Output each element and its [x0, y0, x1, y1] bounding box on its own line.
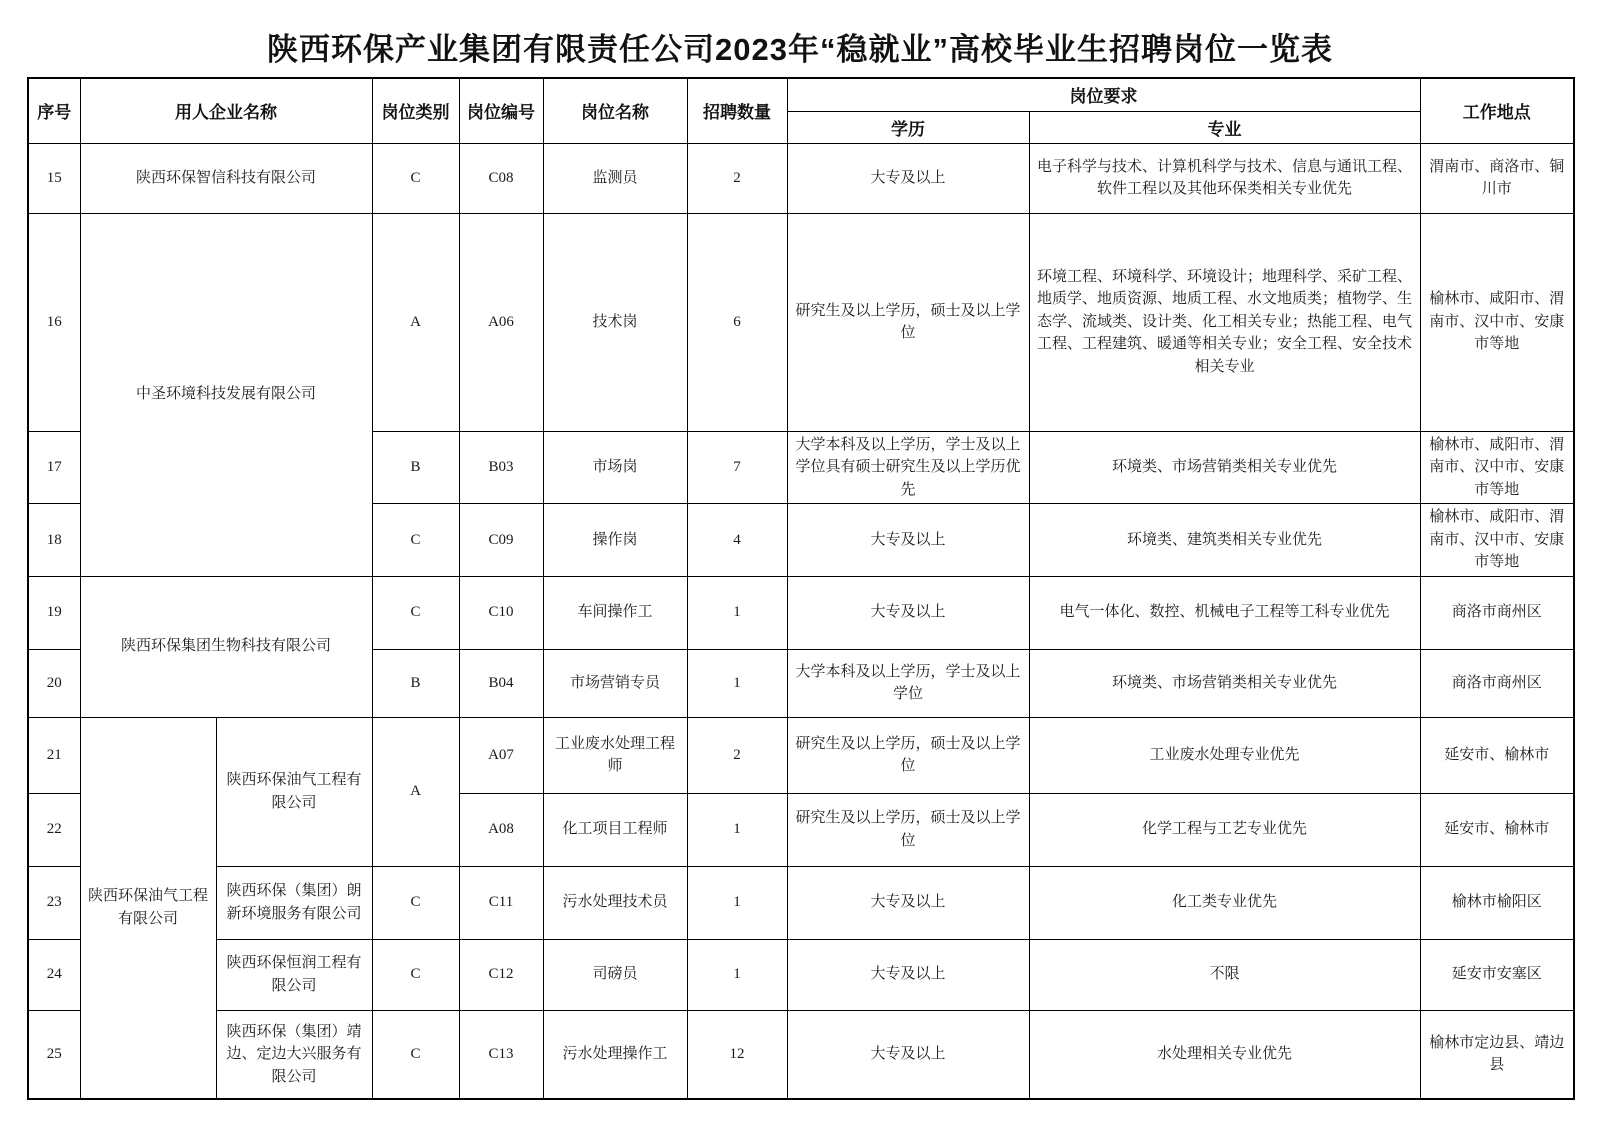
cell-count: 4: [687, 504, 787, 577]
header-code: 岗位编号: [459, 78, 543, 143]
cell-major: 电子科学与技术、计算机科学与技术、信息与通讯工程、软件工程以及其他环保类相关专业优先: [1029, 143, 1420, 213]
cell-count: 2: [687, 143, 787, 213]
cell-category: B: [372, 649, 459, 717]
cell-location: 渭南市、商洛市、铜川市: [1420, 143, 1574, 213]
cell-major: 不限: [1029, 939, 1420, 1010]
header-count: 招聘数量: [687, 78, 787, 143]
cell-code: C09: [459, 504, 543, 577]
header-education: 学历: [787, 111, 1029, 143]
cell-seq: 19: [28, 576, 80, 649]
cell-position-name: 司磅员: [543, 939, 687, 1010]
cell-code: A06: [459, 213, 543, 431]
cell-major: 工业废水处理专业优先: [1029, 717, 1420, 793]
cell-location: 榆林市榆阳区: [1420, 866, 1574, 939]
cell-major: 电气一体化、数控、机械电子工程等工科专业优先: [1029, 576, 1420, 649]
cell-major: 化工类专业优先: [1029, 866, 1420, 939]
cell-category: B: [372, 431, 459, 504]
cell-location: 榆林市、咸阳市、渭南市、汉中市、安康市等地: [1420, 504, 1574, 577]
table-row: [28, 717, 1574, 793]
cell-education: 研究生及以上学历，硕士及以上学位: [787, 717, 1029, 793]
cell-category: C: [372, 143, 459, 213]
cell-education: 大专及以上: [787, 504, 1029, 577]
recruitment-table: [27, 77, 1575, 1100]
page-title: 陕西环保产业集团有限责任公司2023年“稳就业”高校毕业生招聘岗位一览表: [267, 32, 1333, 67]
cell-location: 榆林市、咸阳市、渭南市、汉中市、安康市等地: [1420, 431, 1574, 504]
cell-education: 大专及以上: [787, 866, 1029, 939]
cell-position-name: 工业废水处理工程师: [543, 717, 687, 793]
header-requirements: 岗位要求: [787, 78, 1420, 111]
cell-seq: 16: [28, 213, 80, 431]
cell-count: 12: [687, 1010, 787, 1099]
cell-code: C08: [459, 143, 543, 213]
header-location: 工作地点: [1420, 78, 1574, 143]
cell-company: 陕西环保智信科技有限公司: [80, 143, 372, 213]
cell-location: 商洛市商州区: [1420, 649, 1574, 717]
cell-position-name: 化工项目工程师: [543, 793, 687, 866]
cell-major: 水处理相关专业优先: [1029, 1010, 1420, 1099]
cell-seq: 15: [28, 143, 80, 213]
header-position-name: 岗位名称: [543, 78, 687, 143]
cell-company: 陕西环保集团生物科技有限公司: [80, 576, 372, 717]
cell-major: 环境类、建筑类相关专业优先: [1029, 504, 1420, 577]
header-major: 专业: [1029, 111, 1420, 143]
cell-education: 大学本科及以上学历，学士及以上学位具有硕士研究生及以上学历优先: [787, 431, 1029, 504]
cell-location: 榆林市定边县、靖边县: [1420, 1010, 1574, 1099]
cell-education: 研究生及以上学历，硕士及以上学位: [787, 213, 1029, 431]
cell-location: 延安市安塞区: [1420, 939, 1574, 1010]
table-body: [28, 143, 1574, 1099]
table-row: [28, 866, 1574, 939]
cell-location: 延安市、榆林市: [1420, 717, 1574, 793]
header-category: 岗位类别: [372, 78, 459, 143]
cell-position-name: 技术岗: [543, 213, 687, 431]
cell-count: 1: [687, 649, 787, 717]
cell-position-name: 市场岗: [543, 431, 687, 504]
cell-location: 延安市、榆林市: [1420, 793, 1574, 866]
cell-count: 1: [687, 866, 787, 939]
cell-major: 化学工程与工艺专业优先: [1029, 793, 1420, 866]
cell-count: 1: [687, 793, 787, 866]
table-row: [28, 213, 1574, 431]
cell-seq: 25: [28, 1010, 80, 1099]
cell-code: C11: [459, 866, 543, 939]
cell-position-name: 车间操作工: [543, 576, 687, 649]
cell-code: A08: [459, 793, 543, 866]
cell-count: 2: [687, 717, 787, 793]
cell-company-sub: 陕西环保恒润工程有限公司: [216, 939, 372, 1010]
cell-seq: 23: [28, 866, 80, 939]
cell-category: C: [372, 1010, 459, 1099]
cell-seq: 21: [28, 717, 80, 793]
cell-category: A: [372, 717, 459, 866]
cell-category: C: [372, 504, 459, 577]
cell-count: 6: [687, 213, 787, 431]
header-company: 用人企业名称: [80, 78, 372, 143]
cell-seq: 24: [28, 939, 80, 1010]
cell-code: C13: [459, 1010, 543, 1099]
cell-count: 1: [687, 576, 787, 649]
cell-location: 榆林市、咸阳市、渭南市、汉中市、安康市等地: [1420, 213, 1574, 431]
cell-major: 环境类、市场营销类相关专业优先: [1029, 431, 1420, 504]
cell-position-name: 污水处理操作工: [543, 1010, 687, 1099]
cell-seq: 20: [28, 649, 80, 717]
cell-code: C10: [459, 576, 543, 649]
table-header: [28, 78, 1574, 143]
cell-education: 大专及以上: [787, 576, 1029, 649]
cell-code: A07: [459, 717, 543, 793]
cell-count: 1: [687, 939, 787, 1010]
cell-position-name: 监测员: [543, 143, 687, 213]
table-row: [28, 576, 1574, 649]
cell-education: 大专及以上: [787, 1010, 1029, 1099]
cell-company-sub: 陕西环保油气工程有限公司: [216, 717, 372, 866]
cell-code: C12: [459, 939, 543, 1010]
cell-seq: 22: [28, 793, 80, 866]
cell-category: C: [372, 939, 459, 1010]
cell-count: 7: [687, 431, 787, 504]
cell-position-name: 污水处理技术员: [543, 866, 687, 939]
table-row: [28, 143, 1574, 213]
table-row: [28, 1010, 1574, 1099]
table-row: [28, 939, 1574, 1010]
header-seq: 序号: [28, 78, 80, 143]
cell-major: 环境工程、环境科学、环境设计；地理科学、采矿工程、地质学、地质资源、地质工程、水文地质类；植物学、生态学、流域类、设计类、化工相关专业；热能工程、电气工程、工程建筑、暖通等相关专业；安全工程、安全技术相关专业: [1029, 213, 1420, 431]
cell-category: C: [372, 866, 459, 939]
cell-category: A: [372, 213, 459, 431]
cell-company-sub: 陕西环保（集团）朗新环境服务有限公司: [216, 866, 372, 939]
cell-company: 中圣环境科技发展有限公司: [80, 213, 372, 576]
cell-education: 大专及以上: [787, 939, 1029, 1010]
cell-major: 环境类、市场营销类相关专业优先: [1029, 649, 1420, 717]
cell-position-name: 市场营销专员: [543, 649, 687, 717]
cell-education: 大专及以上: [787, 143, 1029, 213]
cell-seq: 18: [28, 504, 80, 577]
header-row-1: [28, 78, 1574, 111]
cell-category: C: [372, 576, 459, 649]
cell-company-parent: 陕西环保油气工程有限公司: [80, 717, 216, 1099]
cell-location: 商洛市商州区: [1420, 576, 1574, 649]
cell-position-name: 操作岗: [543, 504, 687, 577]
cell-code: B04: [459, 649, 543, 717]
cell-company-sub: 陕西环保（集团）靖边、定边大兴服务有限公司: [216, 1010, 372, 1099]
cell-seq: 17: [28, 431, 80, 504]
cell-education: 大学本科及以上学历，学士及以上学位: [787, 649, 1029, 717]
cell-code: B03: [459, 431, 543, 504]
cell-education: 研究生及以上学历，硕士及以上学位: [787, 793, 1029, 866]
